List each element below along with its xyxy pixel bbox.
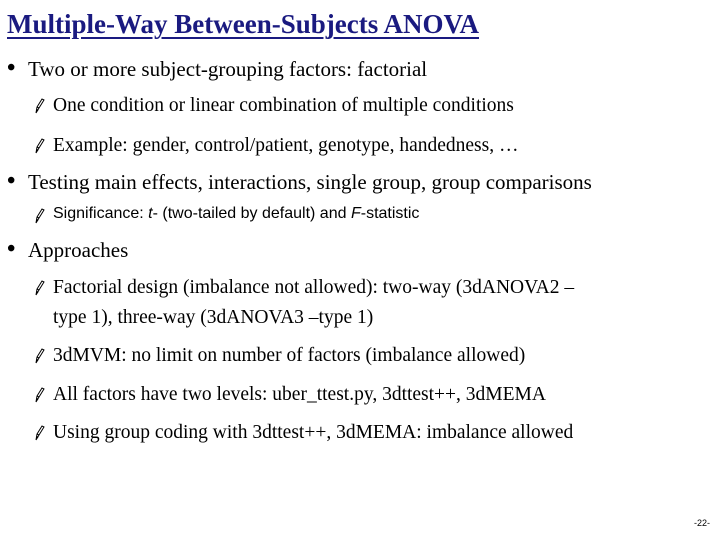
pencil-marker-icon (33, 348, 45, 364)
bullet-text: Testing main effects, interactions, single group, group comparisons (28, 170, 592, 194)
sub-bullet-text: Factorial design (imbalance not allowed): two-way (3dANOVA2 – (53, 277, 575, 298)
pencil-marker-icon (33, 98, 45, 114)
bullet-dot-icon: • (7, 168, 16, 194)
bullet-text: Approaches (28, 238, 129, 262)
significance-mid: - (two-tailed by default) and (152, 205, 351, 222)
f-symbol: F (350, 205, 361, 222)
sub-bullet-text: 3dMVM: no limit on number of factors (imbalance allowed) (53, 345, 526, 366)
pencil-marker-icon (33, 387, 45, 403)
sub-bullet-text: Example: gender, control/patient, genotype, handedness, … (53, 135, 519, 156)
bullet-dot-icon: • (7, 236, 16, 262)
pencil-marker-icon (33, 425, 45, 441)
sub-bullet-text: One condition or linear combination of multiple conditions (53, 95, 514, 116)
sub-bullet-text: All factors have two levels: uber_ttest.py, 3dttest++, 3dMEMA (53, 384, 546, 405)
sub-bullet-text: type 1), three-way (3dANOVA3 –type 1) (53, 307, 374, 328)
page-number: -22- (693, 518, 710, 528)
slide-title: Multiple-Way Between-Subjects ANOVA (7, 9, 479, 39)
t-symbol: t (148, 205, 153, 222)
bullet-dot-icon: • (7, 55, 16, 81)
significance-end: -statistic (360, 205, 420, 222)
significance-label: Significance: (53, 205, 149, 222)
pencil-marker-icon (33, 208, 45, 224)
pencil-marker-icon (33, 138, 45, 154)
sub-bullet-text (53, 205, 419, 223)
bullet-text: Two or more subject-grouping factors: factorial (28, 57, 428, 81)
sub-bullet-text: Using group coding with 3dttest++, 3dMEMA: imbalance allowed (53, 422, 574, 443)
pencil-marker-icon (33, 280, 45, 296)
